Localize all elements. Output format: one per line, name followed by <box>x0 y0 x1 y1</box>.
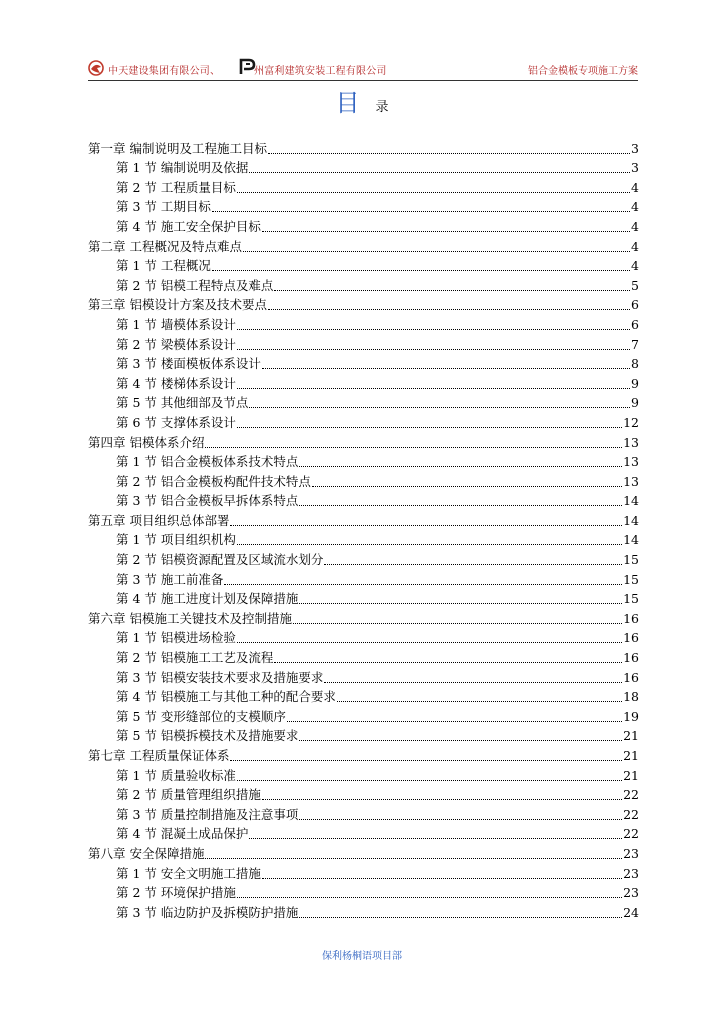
toc-entry-label: 第八章 安全保障措施 <box>88 845 205 861</box>
toc-dot-leader <box>262 230 630 232</box>
toc-section-entry[interactable] <box>88 392 639 412</box>
toc-section-entry[interactable] <box>88 372 639 392</box>
toc-entry-page: 9 <box>631 395 639 411</box>
toc-entry-label: 第六章 铝模施工关键技术及控制措施 <box>88 610 292 626</box>
toc-section-entry[interactable] <box>88 646 639 666</box>
toc-entry-page: 23 <box>623 885 639 901</box>
toc-entry-label: 第 1 节 质量验收标准 <box>116 767 236 783</box>
header-company-1: 中天建设集团有限公司、 <box>108 66 221 77</box>
toc-entry-label: 第 2 节 铝合金模板构配件技术特点 <box>116 473 311 489</box>
toc-dot-leader <box>237 191 630 193</box>
toc-dot-leader <box>299 739 622 741</box>
toc-section-entry[interactable] <box>88 529 639 549</box>
toc-dot-leader <box>243 250 630 252</box>
toc-entry-page: 4 <box>631 218 639 234</box>
toc-entry-label: 第 2 节 铝模施工工艺及流程 <box>116 650 274 666</box>
toc-entry-page: 13 <box>623 454 639 470</box>
toc-dot-leader <box>262 877 622 879</box>
toc-chapter-entry[interactable] <box>88 509 639 529</box>
toc-entry-label: 第 3 节 施工前准备 <box>116 571 224 587</box>
toc-entry-page: 4 <box>631 199 639 215</box>
header-company-2: 州富利建筑安装工程有限公司 <box>254 66 387 77</box>
toc-section-entry[interactable] <box>88 666 639 686</box>
toc-dot-leader <box>299 602 622 604</box>
toc-dot-leader <box>299 916 622 918</box>
toc-title-main: 目 <box>335 89 360 117</box>
toc-title-sub: 录 <box>375 100 389 115</box>
toc-entry-page: 6 <box>631 316 639 332</box>
toc-entry-label: 第 2 节 工程质量目标 <box>116 179 236 195</box>
toc-section-entry[interactable] <box>88 823 639 843</box>
toc-entry-page: 15 <box>623 571 639 587</box>
toc-entry-label: 第 1 节 安全文明施工措施 <box>116 865 261 881</box>
toc-section-entry[interactable] <box>88 157 639 177</box>
toc-dot-leader <box>212 269 630 271</box>
toc-entry-label: 第 5 节 其他细部及节点 <box>116 395 249 411</box>
toc-entry-page: 22 <box>623 806 639 822</box>
toc-entry-page: 21 <box>623 748 639 763</box>
toc-entry-label: 第 4 节 施工安全保护目标 <box>116 218 261 234</box>
toc-dot-leader <box>237 896 622 898</box>
toc-section-entry[interactable] <box>88 333 639 353</box>
toc-entry-page: 23 <box>623 865 639 881</box>
toc-dot-leader <box>212 210 630 212</box>
toc-section-entry[interactable] <box>88 548 639 568</box>
toc-dot-leader <box>337 700 622 702</box>
toc-entry-label: 第 2 节 梁模体系设计 <box>116 336 236 352</box>
toc-dot-leader <box>268 152 630 154</box>
toc-entry-label: 第 1 节 墙模体系设计 <box>116 316 236 332</box>
toc-dot-leader <box>287 720 622 722</box>
toc-section-entry[interactable] <box>88 196 639 216</box>
toc-dot-leader <box>324 563 622 565</box>
toc-dot-leader <box>262 367 630 369</box>
toc-entry-label: 第二章 工程概况及特点难点 <box>88 238 242 254</box>
toc-dot-leader <box>237 348 630 350</box>
toc-entry-page: 14 <box>623 493 639 509</box>
toc-dot-leader <box>249 406 630 408</box>
toc-entry-page: 21 <box>623 728 639 744</box>
toc-entry-label: 第 2 节 铝模资源配置及区域流水划分 <box>116 552 324 568</box>
toc-entry-page: 22 <box>623 787 639 803</box>
toc-dot-leader <box>205 446 622 448</box>
toc-entry-page: 15 <box>623 591 639 607</box>
toc-section-entry[interactable] <box>88 568 639 588</box>
toc-chapter-entry[interactable] <box>88 842 639 862</box>
toc-entry-label: 第 4 节 施工进度计划及保障措施 <box>116 591 299 607</box>
toc-dot-leader <box>205 857 622 859</box>
toc-entry-label: 第 2 节 环境保护措施 <box>116 885 236 901</box>
toc-chapter-entry[interactable] <box>88 431 639 451</box>
toc-entry-page: 3 <box>631 140 639 156</box>
toc-section-entry[interactable] <box>88 490 639 510</box>
toc-entry-label: 第 3 节 楼面模板体系设计 <box>116 356 261 372</box>
toc-section-entry[interactable] <box>88 882 639 902</box>
toc-dot-leader <box>262 798 622 800</box>
toc-chapter-entry[interactable] <box>88 137 639 157</box>
toc-entry-page: 4 <box>631 258 639 274</box>
toc-title <box>0 90 724 121</box>
toc-dot-leader <box>312 485 622 487</box>
toc-entry-label: 第 3 节 工期目标 <box>116 199 211 215</box>
toc-entry-label: 第 3 节 铝模安装技术要求及措施要求 <box>116 669 324 685</box>
toc-dot-leader <box>237 426 622 428</box>
toc-entry-label: 第 4 节 楼梯体系设计 <box>116 375 236 391</box>
toc-chapter-entry[interactable] <box>88 607 639 627</box>
toc-entry-label: 第四章 铝模体系介绍 <box>88 434 205 450</box>
toc-section-entry[interactable] <box>88 255 639 275</box>
toc-entry-page: 8 <box>631 356 639 372</box>
toc-entry-page: 12 <box>623 414 639 430</box>
toc-entry-label: 第七章 工程质量保证体系 <box>88 748 230 763</box>
toc-dot-leader <box>274 289 630 291</box>
toc-entry-label: 第 1 节 铝模进场检验 <box>116 630 236 646</box>
toc-chapter-entry[interactable] <box>88 294 639 314</box>
toc-section-entry[interactable] <box>88 725 639 745</box>
toc-section-entry[interactable] <box>88 686 639 706</box>
toc-dot-leader <box>268 308 630 310</box>
toc-dot-leader <box>237 543 622 545</box>
toc-entry-label: 第 3 节 临边防护及拆模防护措施 <box>116 904 299 920</box>
toc-section-entry[interactable] <box>88 451 639 471</box>
toc-section-entry[interactable] <box>88 901 639 921</box>
toc-entry-label: 第 5 节 变形缝部位的支模顺序 <box>116 708 286 724</box>
toc-section-entry[interactable] <box>88 627 639 647</box>
toc-chapter-entry[interactable] <box>88 744 639 764</box>
toc-section-entry[interactable] <box>88 313 639 333</box>
toc-entry-page: 9 <box>631 375 639 391</box>
toc-section-entry[interactable] <box>88 588 639 608</box>
toc-dot-leader <box>249 171 630 173</box>
page-header <box>88 58 638 80</box>
toc-entry-page: 18 <box>623 689 639 705</box>
toc-entry-page: 4 <box>631 238 639 254</box>
toc-entry-page: 7 <box>631 336 639 352</box>
toc-entry-page: 16 <box>623 650 639 666</box>
toc-section-entry[interactable] <box>88 215 639 235</box>
toc-dot-leader <box>299 504 622 506</box>
toc-section-entry[interactable] <box>88 803 639 823</box>
toc-entry-label: 第三章 铝模设计方案及技术要点 <box>88 297 267 313</box>
toc-entry-page: 23 <box>623 845 639 861</box>
toc-dot-leader <box>293 622 622 624</box>
toc-entry-label: 第 3 节 质量控制措施及注意事项 <box>116 806 299 822</box>
toc-section-entry[interactable] <box>88 353 639 373</box>
toc-entry-page: 22 <box>623 826 639 842</box>
toc-entry-page: 14 <box>623 512 639 528</box>
zhongtian-logo-icon <box>88 60 104 76</box>
toc-entry-page: 13 <box>623 434 639 450</box>
toc-dot-leader <box>237 779 622 781</box>
toc-section-entry[interactable] <box>88 764 639 784</box>
toc-section-entry[interactable] <box>88 470 639 490</box>
toc-entry-label: 第一章 编制说明及工程施工目标 <box>88 140 267 156</box>
toc-dot-leader <box>237 328 630 330</box>
toc-entry-page: 16 <box>623 669 639 685</box>
toc-entry-label: 第 2 节 质量管理组织措施 <box>116 787 261 803</box>
toc-entry-page: 14 <box>623 532 639 548</box>
table-of-contents <box>88 137 639 921</box>
page-footer: 保利杨桐语项目部 <box>322 951 402 962</box>
toc-entry-label: 第 4 节 混凝土成品保护 <box>116 826 249 842</box>
toc-entry-page: 15 <box>623 552 639 568</box>
toc-section-entry[interactable] <box>88 705 639 725</box>
toc-dot-leader <box>237 641 622 643</box>
toc-chapter-entry[interactable] <box>88 235 639 255</box>
toc-dot-leader <box>324 681 622 683</box>
toc-entry-page: 6 <box>631 297 639 313</box>
toc-section-entry[interactable] <box>88 274 639 294</box>
toc-entry-label: 第 1 节 编制说明及依据 <box>116 160 249 176</box>
toc-entry-label: 第五章 项目组织总体部署 <box>88 512 230 528</box>
toc-dot-leader <box>299 818 622 820</box>
toc-entry-label: 第 2 节 铝模工程特点及难点 <box>116 277 274 293</box>
toc-dot-leader <box>249 837 622 839</box>
toc-dot-leader <box>237 387 630 389</box>
toc-entry-page: 16 <box>623 630 639 646</box>
toc-entry-page: 13 <box>623 473 639 489</box>
toc-section-entry[interactable] <box>88 176 639 196</box>
toc-dot-leader <box>274 661 622 663</box>
toc-entry-page: 24 <box>623 904 639 920</box>
header-document-title: 铝合金模板专项施工方案 <box>528 66 638 77</box>
toc-section-entry[interactable] <box>88 411 639 431</box>
toc-entry-label: 第 3 节 铝合金模板早拆体系特点 <box>116 493 299 509</box>
toc-entry-label: 第 5 节 铝模拆模技术及措施要求 <box>116 728 299 744</box>
toc-entry-page: 21 <box>623 767 639 783</box>
toc-entry-page: 4 <box>631 179 639 195</box>
toc-dot-leader <box>230 524 622 526</box>
toc-entry-page: 5 <box>631 277 639 293</box>
toc-dot-leader <box>299 465 622 467</box>
toc-dot-leader <box>224 583 622 585</box>
toc-entry-label: 第 1 节 工程概况 <box>116 258 211 274</box>
header-divider <box>88 80 638 81</box>
toc-entry-label: 第 1 节 项目组织机构 <box>116 532 236 548</box>
toc-section-entry[interactable] <box>88 784 639 804</box>
toc-entry-page: 16 <box>623 610 639 626</box>
toc-entry-label: 第 1 节 铝合金模板体系技术特点 <box>116 454 299 470</box>
toc-entry-page: 19 <box>623 708 639 724</box>
toc-entry-label: 第 4 节 铝模施工与其他工种的配合要求 <box>116 689 336 705</box>
toc-entry-label: 第 6 节 支撑体系设计 <box>116 414 236 430</box>
toc-entry-page: 3 <box>631 160 639 176</box>
toc-dot-leader <box>230 759 622 761</box>
toc-section-entry[interactable] <box>88 862 639 882</box>
